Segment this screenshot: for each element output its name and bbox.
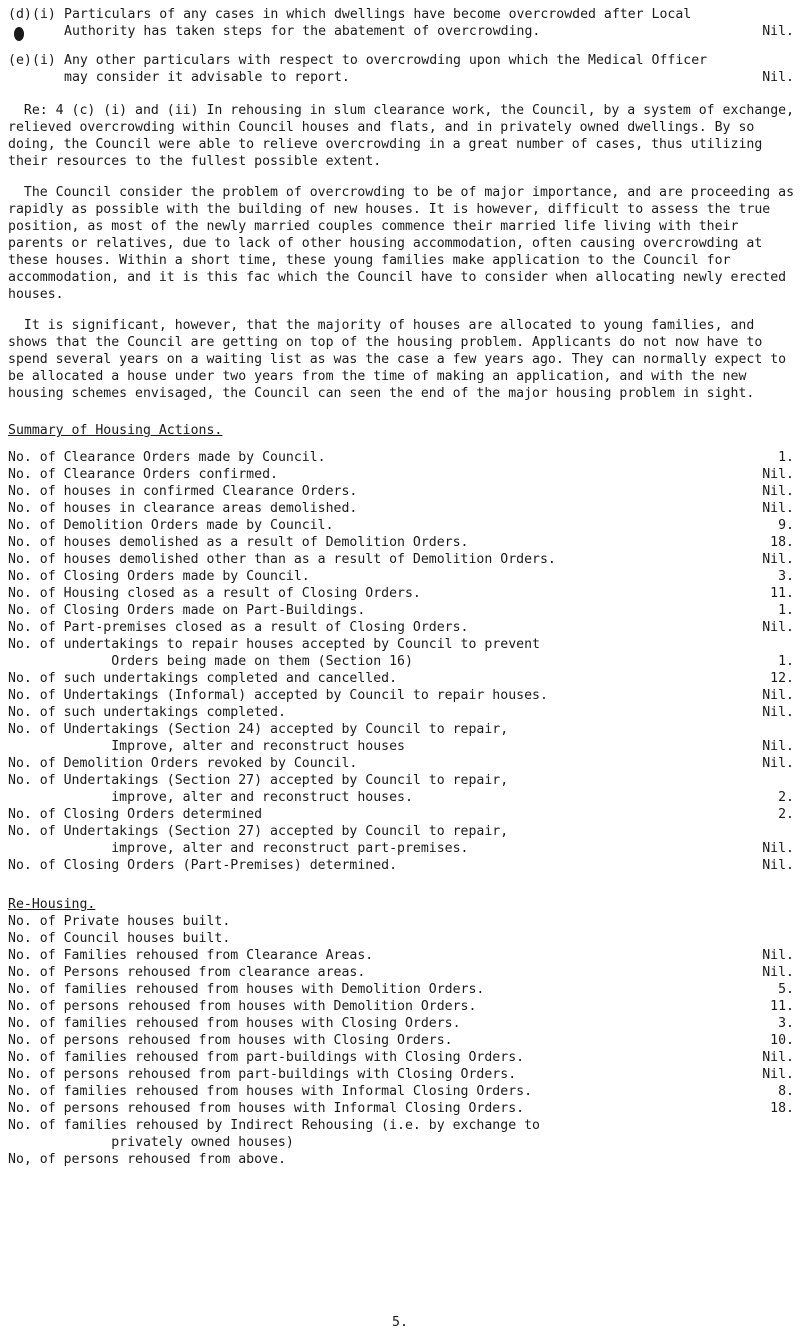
rehousing-row-text: privately owned houses) [111, 1135, 294, 1150]
page-number: 5. [392, 1315, 408, 1330]
section-e [8, 52, 794, 86]
summary-row-text: No. of Undertakings (Informal) accepted by Council to repair houses. [8, 688, 548, 703]
summary-row-text: No. of houses demolished other than as a result of Demolition Orders. [8, 552, 556, 567]
rehousing-row-value: 11. [770, 999, 794, 1014]
summary-row [8, 772, 794, 806]
summary-row [8, 585, 794, 602]
rehousing-row-value: 8. [778, 1084, 794, 1099]
summary-row-text: improve, alter and reconstruct houses. [111, 790, 413, 805]
rehousing-heading: Re-Housing. [8, 897, 96, 912]
summary-row [8, 687, 794, 704]
rehousing-row [8, 1100, 794, 1117]
summary-row-value: Nil. [762, 841, 794, 856]
summary-row-text: No. of Closing Orders determined [8, 807, 263, 822]
rehousing-row [8, 1117, 794, 1151]
summary-row [8, 466, 794, 483]
summary-row-text: No. of Demolition Orders revoked by Council. [8, 756, 358, 771]
section-d-label: (d) [8, 7, 32, 22]
section-d-value: Nil. [762, 24, 794, 39]
rehousing-row [8, 1015, 794, 1032]
rehousing-row-text: No. of families rehoused from houses with Informal Closing Orders. [8, 1084, 533, 1099]
document-page [8, 6, 794, 1168]
summary-row-value: Nil. [762, 739, 794, 754]
rehousing-row [8, 1049, 794, 1066]
summary-row [8, 517, 794, 534]
summary-row-text: No. of Housing closed as a result of Closing Orders. [8, 586, 421, 601]
section-d-sub-label: (i) [32, 7, 56, 22]
summary-row-value: Nil. [762, 501, 794, 516]
summary-row-value: Nil. [762, 858, 794, 873]
summary-row-text: No. of such undertakings completed. [8, 705, 286, 720]
rehousing-row-text: No. of families rehoused from houses with Demolition Orders. [8, 982, 485, 997]
summary-row-text: No. of Clearance Orders confirmed. [8, 467, 278, 482]
summary-row-text: No. of Undertakings (Section 27) accepted by Council to repair, [8, 824, 509, 839]
summary-row [8, 636, 794, 670]
rehousing-row [8, 1083, 794, 1100]
rehousing-row-value: Nil. [762, 948, 794, 963]
rehousing-row-value: 10. [770, 1033, 794, 1048]
summary-row-value: 18. [770, 535, 794, 550]
section-e-sub-label: (i) [32, 53, 56, 68]
rehousing-row [8, 998, 794, 1015]
rehousing-row-text: No. of families rehoused from houses with Closing Orders. [8, 1016, 461, 1031]
rehousing-row [8, 930, 794, 947]
summary-row-text: No. of Demolition Orders made by Council. [8, 518, 334, 533]
summary-row-text: No. of Closing Orders made on Part-Buildings. [8, 603, 366, 618]
paragraph-overcrowding-problem: The Council consider the problem of overcrowding to be of major importance, and are proceeding as rapidly as possible with the building of new houses. It is however, difficult to assess the true position, as most of the newly married couples commence their married life living with their parents or relatives, due to lack of other housing accommodation, often causing overcrowding at these houses. Within a short time, these young families make application to the Council for accommodation, and it is this fac which the Council have to consider when allocating newly erected houses. [8, 185, 795, 302]
rehousing-row-text: No, of persons rehoused from above. [8, 1152, 286, 1167]
rehousing-row-text: No. of persons rehoused from part-buildings with Closing Orders. [8, 1067, 517, 1082]
summary-row [8, 857, 794, 874]
rehousing-row [8, 981, 794, 998]
summary-row-value: Nil. [762, 552, 794, 567]
summary-row-text: No. of undertakings to repair houses accepted by Council to prevent [8, 637, 540, 652]
rehousing-row-text: No. of Families rehoused from Clearance Areas. [8, 948, 374, 963]
rehousing-row-value: Nil. [762, 1050, 794, 1065]
summary-row [8, 755, 794, 772]
summary-row-text: No. of Clearance Orders made by Council. [8, 450, 326, 465]
summary-row-text: No. of houses in confirmed Clearance Orders. [8, 484, 358, 499]
rehousing-row-value: 3. [778, 1016, 794, 1031]
summary-list [8, 449, 794, 874]
summary-row-text: No. of Closing Orders made by Council. [8, 569, 310, 584]
summary-row [8, 568, 794, 585]
section-e-label: (e) [8, 53, 32, 68]
summary-row-value: 3. [778, 569, 794, 584]
summary-row-value: Nil. [762, 688, 794, 703]
summary-row [8, 551, 794, 568]
rehousing-row [8, 913, 794, 930]
rehousing-row-value: 5. [778, 982, 794, 997]
summary-row-text: No. of Undertakings (Section 27) accepted by Council to repair, [8, 773, 509, 788]
rehousing-row [8, 964, 794, 981]
summary-row-value: Nil. [762, 620, 794, 635]
summary-row-text: No. of such undertakings completed and cancelled. [8, 671, 398, 686]
summary-row [8, 619, 794, 636]
summary-row [8, 823, 794, 857]
summary-row-value: 11. [770, 586, 794, 601]
summary-row-text: No. of houses demolished as a result of Demolition Orders. [8, 535, 469, 550]
summary-row-value: 9. [778, 518, 794, 533]
summary-row-value: 1. [778, 603, 794, 618]
rehousing-row-value: 18. [770, 1101, 794, 1116]
paragraph-rehousing-exchange: Re: 4 (c) (i) and (ii) In rehousing in slum clearance work, the Council, by a system of exchange, relieved overcrowding within Council houses and flats, and in privately owned dwellings. By so doing, the Council were able to relieve overcrowding in a great number of cases, thus utilizing their resources to the fullest possible extent. [8, 103, 795, 169]
rehousing-row-text: No. of families rehoused from part-buildings with Closing Orders. [8, 1050, 525, 1065]
summary-row-value: Nil. [762, 705, 794, 720]
summary-row-text: No. of Part-premises closed as a result of Closing Orders. [8, 620, 469, 635]
summary-row-value: Nil. [762, 484, 794, 499]
rehousing-row-value: Nil. [762, 1067, 794, 1082]
summary-row-text: improve, alter and reconstruct part-premises. [111, 841, 469, 856]
summary-row [8, 721, 794, 755]
section-e-text: Any other particulars with respect to overcrowding upon which the Medical Officer may consider it advisable to report. [64, 53, 708, 85]
summary-row [8, 670, 794, 687]
summary-row-text: No. of Undertakings (Section 24) accepted by Council to repair, [8, 722, 509, 737]
section-e-value: Nil. [762, 70, 794, 85]
summary-row [8, 449, 794, 466]
rehousing-row-text: No. of persons rehoused from houses with Closing Orders. [8, 1033, 453, 1048]
summary-row [8, 602, 794, 619]
rehousing-row [8, 1066, 794, 1083]
summary-row-value: Nil. [762, 756, 794, 771]
summary-row-value: Nil. [762, 467, 794, 482]
summary-row-value: 12. [770, 671, 794, 686]
summary-row-value: 1. [778, 450, 794, 465]
summary-row-text: Improve, alter and reconstruct houses [111, 739, 405, 754]
summary-row-text: Orders being made on them (Section 16) [111, 654, 413, 669]
rehousing-row [8, 1032, 794, 1049]
rehousing-row [8, 1151, 794, 1168]
rehousing-row-text: No. of families rehoused by Indirect Rehousing (i.e. by exchange to [8, 1118, 540, 1133]
paragraph-allocation: It is significant, however, that the majority of houses are allocated to young families, and shows that the Council are getting on top of the housing problem. Applicants do not now have to spend several years on a waiting list as was the case a few years ago. They can normally expect to be allocated a house under two years from the time of making an application, and with the new housing schemes envisaged, the Council can seen the end of the major housing problem in sight. [8, 318, 787, 401]
rehousing-row-value: Nil. [762, 965, 794, 980]
summary-row [8, 704, 794, 721]
rehousing-row [8, 947, 794, 964]
summary-row [8, 534, 794, 551]
summary-heading: Summary of Housing Actions. [8, 423, 223, 438]
summary-row-text: No. of houses in clearance areas demolished. [8, 501, 358, 516]
rehousing-row-text: No. of persons rehoused from houses with Demolition Orders. [8, 999, 477, 1014]
section-d [8, 6, 794, 40]
summary-row [8, 500, 794, 517]
section-d-text: Particulars of any cases in which dwellings have become overcrowded after Local Authority has taken steps for the abatement of overcrowding. [64, 7, 692, 39]
summary-row-value: 1. [778, 654, 794, 669]
rehousing-row-text: No. of Persons rehoused from clearance areas. [8, 965, 366, 980]
summary-row-value: 2. [778, 807, 794, 822]
summary-row [8, 483, 794, 500]
rehousing-row-text: No. of Private houses built. [8, 914, 231, 929]
rehousing-row-text: No. of persons rehoused from houses with Informal Closing Orders. [8, 1101, 525, 1116]
rehousing-row-text: No. of Council houses built. [8, 931, 231, 946]
summary-row-value: 2. [778, 790, 794, 805]
summary-row-text: No. of Closing Orders (Part-Premises) determined. [8, 858, 398, 873]
rehousing-list [8, 913, 794, 1168]
summary-row [8, 806, 794, 823]
